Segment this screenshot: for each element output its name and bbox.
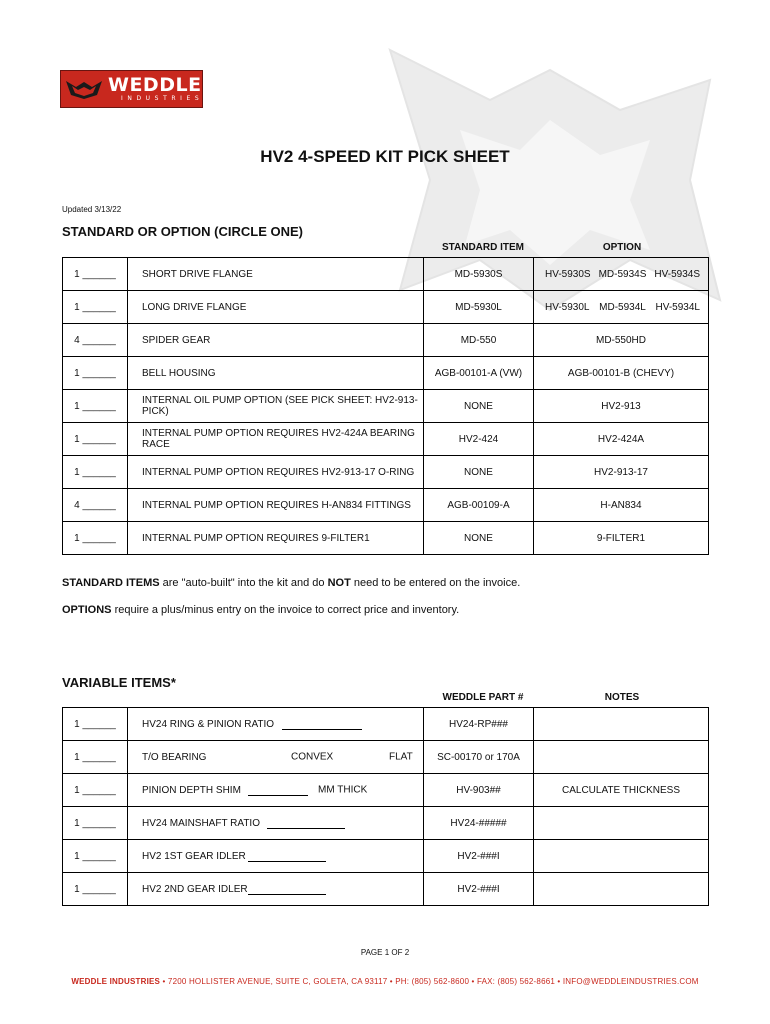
- option-choice[interactable]: HV-5930L: [545, 301, 590, 313]
- fill-in-blank[interactable]: [248, 786, 308, 796]
- notes-cell[interactable]: [534, 708, 709, 741]
- col-head-option: OPTION: [602, 242, 642, 253]
- description-cell: BELL HOUSING: [128, 357, 424, 390]
- note-text: are "auto-built" into the kit and do: [159, 577, 328, 589]
- option-choice[interactable]: HV-5930S: [545, 268, 591, 280]
- description-label: T/O BEARING: [142, 751, 207, 763]
- table-row: [63, 456, 709, 489]
- table-row: [63, 423, 709, 456]
- weddle-logo: [60, 70, 203, 108]
- description-cell: [128, 774, 424, 807]
- standard-item-cell[interactable]: NONE: [424, 390, 534, 423]
- qty-cell[interactable]: 1 ______: [63, 357, 128, 390]
- description-cell: SPIDER GEAR: [128, 324, 424, 357]
- table-row: [63, 357, 709, 390]
- option-choices: [534, 302, 708, 313]
- option-cell[interactable]: HV2-913: [534, 390, 709, 423]
- description-cell: INTERNAL PUMP OPTION REQUIRES H-AN834 FITTINGS: [128, 489, 424, 522]
- section-standard-option-title: STANDARD OR OPTION (CIRCLE ONE): [62, 224, 303, 239]
- standard-item-cell[interactable]: MD-5930S: [424, 258, 534, 291]
- table-row: [63, 840, 709, 873]
- qty-cell[interactable]: 4 ______: [63, 324, 128, 357]
- qty-cell[interactable]: 4 ______: [63, 489, 128, 522]
- option-cell[interactable]: HV2-424A: [534, 423, 709, 456]
- qty-cell[interactable]: 1 ______: [63, 390, 128, 423]
- convex-option[interactable]: CONVEX: [291, 751, 334, 763]
- standard-item-cell[interactable]: HV2-424: [424, 423, 534, 456]
- col-head-weddle-part: WEDDLE PART #: [442, 692, 524, 703]
- logo-sub: INDUSTRIES: [121, 95, 204, 102]
- table-row: [63, 324, 709, 357]
- weddle-part-cell[interactable]: HV2-###I: [424, 840, 534, 873]
- description-cell: LONG DRIVE FLANGE: [128, 291, 424, 324]
- option-choice[interactable]: HV-5934S: [654, 268, 700, 280]
- footer-contact: • 7200 HOLLISTER AVENUE, SUITE C, GOLETA, CA 93117 • PH: (805) 562-8600 • FAX: (805) 562-8661 • INFO@WEDDLEINDUSTRIES.COM: [160, 977, 699, 986]
- page-number: PAGE 1 OF 2: [360, 948, 410, 957]
- wings-icon: [64, 75, 104, 103]
- weddle-part-cell[interactable]: HV24-#####: [424, 807, 534, 840]
- table-row: [63, 774, 709, 807]
- notes-cell[interactable]: CALCULATE THICKNESS: [534, 774, 709, 807]
- qty-cell[interactable]: 1 ______: [63, 873, 128, 906]
- table-row: [63, 873, 709, 906]
- description-label: HV24 RING & PINION RATIO: [142, 718, 275, 730]
- table-row: [63, 741, 709, 774]
- footer-company: WEDDLE INDUSTRIES: [71, 977, 161, 986]
- fill-in-blank[interactable]: [282, 720, 362, 730]
- option-choice[interactable]: HV-5934L: [655, 301, 700, 313]
- option-cell[interactable]: [534, 258, 709, 291]
- qty-cell[interactable]: 1 ______: [63, 807, 128, 840]
- weddle-part-cell[interactable]: HV-903##: [424, 774, 534, 807]
- description-label: PINION DEPTH SHIM: [142, 784, 241, 796]
- description-cell: INTERNAL PUMP OPTION REQUIRES 9-FILTER1: [128, 522, 424, 555]
- option-cell[interactable]: H-AN834: [534, 489, 709, 522]
- note-options: [62, 604, 459, 616]
- fill-in-blank[interactable]: [248, 885, 326, 895]
- table-row: [63, 522, 709, 555]
- qty-cell[interactable]: 1 ______: [63, 258, 128, 291]
- qty-cell[interactable]: 1 ______: [63, 774, 128, 807]
- table-row: [63, 291, 709, 324]
- description-label: HV2 1ST GEAR IDLER: [142, 850, 246, 862]
- option-cell[interactable]: MD-550HD: [534, 324, 709, 357]
- standard-item-cell[interactable]: NONE: [424, 456, 534, 489]
- weddle-part-cell[interactable]: HV24-RP###: [424, 708, 534, 741]
- option-choices: [534, 269, 708, 280]
- note-options-label: OPTIONS: [62, 604, 112, 616]
- logo-name: WEDDLE: [108, 74, 202, 96]
- qty-cell[interactable]: 1 ______: [63, 840, 128, 873]
- qty-cell[interactable]: 1 ______: [63, 456, 128, 489]
- page-title: HV2 4-SPEED KIT PICK SHEET: [260, 147, 510, 166]
- description-cell: INTERNAL OIL PUMP OPTION (SEE PICK SHEET: HV2-913-PICK): [128, 390, 424, 423]
- section-variable-items-title: VARIABLE ITEMS*: [62, 675, 176, 690]
- updated-date: Updated 3/13/22: [62, 205, 122, 214]
- unit-label: MM THICK: [318, 784, 368, 796]
- notes-cell[interactable]: [534, 741, 709, 774]
- description-cell: INTERNAL PUMP OPTION REQUIRES HV2-913-17 O-RING: [128, 456, 424, 489]
- description-cell: SHORT DRIVE FLANGE: [128, 258, 424, 291]
- option-choice[interactable]: MD-5934S: [598, 268, 647, 280]
- col-head-notes: NOTES: [604, 692, 640, 703]
- note-standard-items-label: STANDARD ITEMS: [62, 577, 160, 589]
- standard-item-cell[interactable]: AGB-00109-A: [424, 489, 534, 522]
- table-row: [63, 807, 709, 840]
- table-row: [63, 708, 709, 741]
- standard-item-cell[interactable]: MD-5930L: [424, 291, 534, 324]
- footer-address: [0, 977, 770, 986]
- qty-cell[interactable]: 1 ______: [63, 291, 128, 324]
- table-row: [63, 489, 709, 522]
- description-cell: [128, 708, 424, 741]
- option-cell[interactable]: 9-FILTER1: [534, 522, 709, 555]
- description-cell: [128, 873, 424, 906]
- notes-cell[interactable]: [534, 840, 709, 873]
- variable-items-table: [62, 707, 709, 906]
- qty-cell[interactable]: 1 ______: [63, 423, 128, 456]
- note-text: need to be entered on the invoice.: [350, 577, 521, 589]
- description-cell: [128, 840, 424, 873]
- note-standard-items: [62, 577, 520, 589]
- description-cell: [128, 807, 424, 840]
- weddle-part-cell[interactable]: SC-00170 or 170A: [424, 741, 534, 774]
- qty-cell[interactable]: 1 ______: [63, 741, 128, 774]
- description-cell: INTERNAL PUMP OPTION REQUIRES HV2-424A BEARING RACE: [128, 423, 424, 456]
- notes-cell[interactable]: [534, 873, 709, 906]
- option-cell[interactable]: AGB-00101-B (CHEVY): [534, 357, 709, 390]
- standard-item-cell[interactable]: AGB-00101-A (VW): [424, 357, 534, 390]
- standard-option-table: [62, 257, 709, 555]
- option-cell[interactable]: [534, 291, 709, 324]
- flat-option[interactable]: FLAT: [389, 751, 413, 763]
- description-label: HV24 MAINSHAFT RATIO: [142, 817, 260, 829]
- note-not: NOT: [327, 577, 351, 589]
- table-row: [63, 390, 709, 423]
- option-choice[interactable]: MD-5934L: [599, 301, 646, 313]
- description-cell: [128, 741, 424, 774]
- weddle-part-cell[interactable]: HV2-###I: [424, 873, 534, 906]
- col-head-standard-item: STANDARD ITEM: [441, 242, 525, 253]
- description-label: HV2 2ND GEAR IDLER: [142, 883, 248, 895]
- standard-item-cell[interactable]: MD-550: [424, 324, 534, 357]
- notes-cell[interactable]: [534, 807, 709, 840]
- fill-in-blank[interactable]: [248, 852, 326, 862]
- table-row: [63, 258, 709, 291]
- note-text: require a plus/minus entry on the invoice to correct price and inventory.: [111, 604, 460, 616]
- qty-cell[interactable]: 1 ______: [63, 708, 128, 741]
- standard-item-cell[interactable]: NONE: [424, 522, 534, 555]
- fill-in-blank[interactable]: [267, 819, 345, 829]
- option-cell[interactable]: HV2-913-17: [534, 456, 709, 489]
- qty-cell[interactable]: 1 ______: [63, 522, 128, 555]
